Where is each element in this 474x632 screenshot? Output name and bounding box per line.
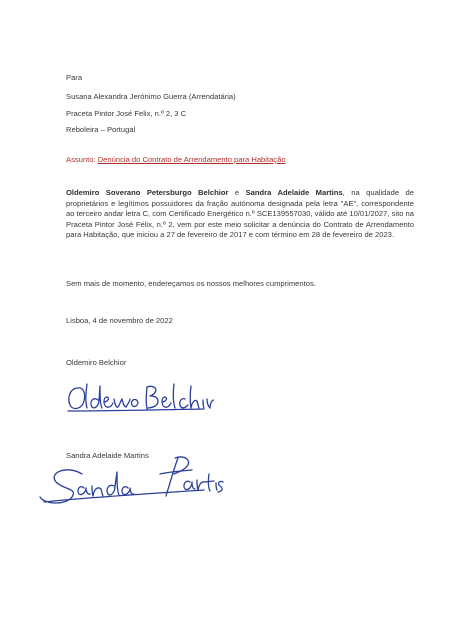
letter-body — [66, 188, 414, 241]
signature-sandra — [34, 452, 224, 512]
subject-line — [66, 155, 286, 165]
subject-label: Assunto: — [66, 155, 96, 164]
recipient-address-line2: Reboleira – Portugal — [66, 125, 136, 134]
signature-oldemiro — [64, 378, 214, 414]
closing-line: Sem mais de momento, endereçamos os nossos melhores cumprimentos. — [66, 279, 316, 288]
body-text: , na qualidade de proprietários e legítimos possuidores da fração autónoma designada pela letra "AE", correspondente ao terceiro andar letra C, com Certificado Energético n.º SCE139557030, válido até 10/01/2027, sito na Praceta Pintor José Félix, n.º 2, vem por este meio solicitar a denúncia do Contrato de Arrendamento para Habitação, que iniciou a 27 de fevereiro de 2017 e com término em 28 de fevereiro de 2023. — [66, 188, 414, 240]
owner-name-2: Sandra Adelaide Martins — [245, 188, 343, 197]
recipient-address-line1: Praceta Pintor José Felix, n.º 2, 3 C — [66, 109, 187, 118]
recipient-name: Susana Alexandra Jerónimo Guerra (Arrendatária) — [66, 92, 236, 101]
owner-name-1: Oldemiro Soverano Petersburgo Belchior — [66, 188, 229, 197]
signatory-name-1: Oldemiro Belchior — [66, 358, 127, 367]
body-connector: e — [228, 188, 246, 197]
place-date: Lisboa, 4 de novembro de 2022 — [66, 316, 173, 325]
signatory-name-2: Sandra Adelaide Martins — [66, 451, 149, 460]
recipient-label: Para — [66, 73, 83, 82]
subject-text: Denúncia do Contrato de Arrendamento para Habitação — [97, 155, 286, 164]
